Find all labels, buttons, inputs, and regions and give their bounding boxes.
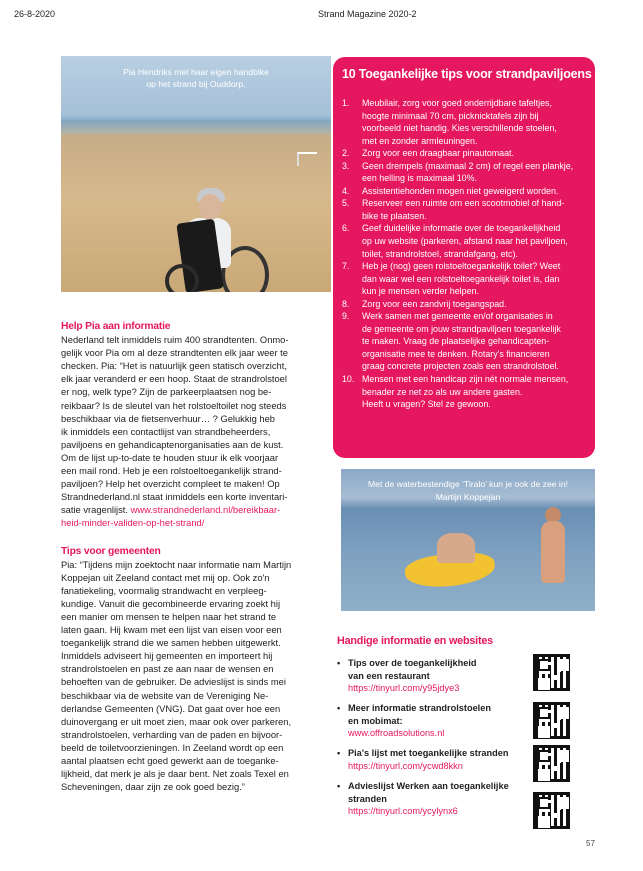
tip-line [342, 260, 590, 273]
tip-text: met en zonder armleuningen. [362, 135, 478, 146]
info-item-title [337, 670, 527, 683]
tip-number: 8. [342, 298, 350, 309]
info-item-url[interactable]: www.offroadsolutions.nl [348, 728, 445, 738]
info-item-title1: Advieslijst Werken aan toegankelijke [348, 781, 509, 791]
tip-text: Mensen met een handicap zijn nét normale mensen, [362, 374, 569, 385]
info-heading: Handige informatie en websites [337, 635, 493, 647]
text-line: Koppejan uit Zeeland contact met mij op. Ook zo'n [61, 572, 270, 583]
tip-text: Assistentiehonden mogen niet geweigerd worden. [362, 185, 559, 196]
info-item-title [337, 793, 527, 806]
tip-text: Geen drempels (maximaal 2 cm) of regel een plankje, [362, 160, 574, 171]
info-item-title [337, 747, 527, 760]
info-item-title1: Tips over de toegankelijkheid [348, 658, 477, 668]
text-line: beschikbaar via de website van de Vereniging Ne- [61, 690, 269, 701]
text-line: duinovergang er uit moet zien, maar ook over parkeren, [61, 716, 292, 727]
tip-text: kun je mensen verder helpen. [362, 286, 479, 297]
text-line: paviljoen? Help het overzicht compleet te maken! Op [61, 479, 280, 490]
tip-line [342, 310, 590, 323]
qr-pattern [536, 795, 567, 826]
photo-rider [437, 533, 475, 563]
tip-text: Heb je (nog) geen rolstoeltoegankelijk toilet? Weet [362, 261, 561, 272]
tip-line [342, 273, 590, 286]
tip-line [342, 160, 590, 173]
section1-last-plain: satie vragenlijst. [61, 505, 131, 516]
tip-number [342, 235, 362, 248]
tip-number: 1. [342, 98, 350, 108]
tip-text: op uw website (parkeren, afstand naar het paviljoen, [362, 236, 568, 247]
tip-line [342, 323, 590, 336]
bullet-icon: • [337, 703, 341, 713]
tip-line [342, 110, 590, 123]
qr-pattern [536, 657, 567, 688]
text-line: strandrolstoelen, verharding van de paden en bijvoor- [61, 729, 283, 740]
tip-line [342, 360, 590, 373]
tip-number [342, 248, 362, 261]
photo-beach-chairs [297, 152, 317, 166]
tip-line [342, 210, 590, 223]
text-line: Scheveningen, daar zijn ze ook goed bezig.” [61, 782, 245, 793]
info-item-title [337, 715, 527, 728]
text-line: Om de lijst up-to-date te houden stuur ik elk voorjaar [61, 452, 279, 463]
tip-number [342, 172, 362, 185]
section1-lines [61, 335, 288, 502]
tip-line [342, 373, 590, 386]
text-line: toegankelijk strand die we samen hebben uitgewerkt. [61, 638, 281, 649]
text-line: aantal plaatsen echt goed gewerkt aan de toeganke- [61, 756, 279, 766]
tip-number [342, 323, 362, 336]
text-line: Inmiddels adviseert hij gemeenten en importeert hij [61, 651, 273, 662]
text-line: fanatiekeling, voormalig strandwacht en verpleeg- [61, 585, 267, 596]
tip-text: Geef duidelijke informatie over de toegankelijkheid [362, 223, 561, 234]
tip-text: Werk samen met gemeente en/of organisaties in [362, 311, 553, 322]
info-item-title [337, 657, 527, 670]
photo2-caption [341, 478, 595, 504]
info-item-url[interactable]: https://tinyurl.com/ycwd8kkn [348, 760, 463, 771]
header-date: 26-8-2020 [14, 9, 56, 19]
text-line: er nog, welk type? Zijn de parkeerplaatsen nog be- [61, 387, 272, 398]
qr-code-icon[interactable] [533, 702, 570, 739]
tips-list [342, 97, 590, 411]
tip-line [342, 335, 590, 348]
tip-line [342, 97, 590, 110]
tip-number [342, 360, 362, 373]
tip-text: hoogte minimaal 70 cm, picknicktafels zijn bij [362, 110, 539, 121]
info-item-title2: en mobimat: [348, 715, 403, 726]
tip-line [342, 386, 590, 399]
tip-line [342, 285, 590, 298]
text-line: Pia: “Tijdens mijn zoektocht naar informatie nam Martijn [61, 559, 292, 570]
tips-box [333, 57, 595, 458]
qr-code-icon[interactable] [533, 745, 570, 782]
photo-pia-handbike [61, 56, 331, 292]
text-line: paviljoens en gehandicaptenorganisaties aan de kust. [61, 439, 284, 450]
tip-number [342, 135, 362, 148]
text-line: derlandse Gemeenten (VNG). Dat gaat over hoe een [61, 703, 281, 714]
text-line: een manier om mensen te helpen naar het strand te [61, 611, 277, 622]
link-part1: www.strandnederland.nl/bereikbaar- [130, 505, 281, 516]
tip-number [342, 273, 362, 286]
qr-pattern [536, 748, 567, 779]
tip-text: benader ze net zo als uw andere gasten. [362, 386, 523, 397]
tip-number: 7. [342, 261, 350, 272]
tip-number [342, 386, 362, 399]
tip-number: 6. [342, 223, 350, 234]
tip-line [342, 185, 590, 198]
page-number: 57 [586, 839, 595, 848]
info-item-url[interactable]: https://tinyurl.com/ycylynx6 [348, 806, 458, 816]
info-item-title2: van een restaurant [348, 670, 430, 681]
bullet-icon: • [337, 781, 341, 791]
tip-number [342, 398, 362, 411]
tip-number: 4. [342, 185, 350, 196]
tip-text: Heeft u vragen? Stel ze gewoon. [362, 399, 491, 410]
bullet-spacer [337, 670, 348, 683]
info-item-1 [337, 657, 527, 695]
tip-number [342, 122, 362, 135]
text-line: een mail rond. Heb je een rolstoeltoegankelijk strand- [61, 466, 282, 477]
tip-number [342, 285, 362, 298]
tip-number [342, 110, 362, 123]
text-line: ik inmiddels een contactlijst van strandbeheerders, [61, 426, 271, 437]
info-item-title1: Pia's lijst met toegankelijke stranden [348, 748, 509, 758]
tip-line [342, 248, 590, 261]
text-line: behoeften van de gebruiker. De advieslijst is sinds mei [61, 677, 286, 688]
info-item-4 [337, 780, 527, 818]
bullet-spacer [337, 715, 348, 728]
tip-text: toilet, strandrolstoel, strandafgang, etc). [362, 248, 518, 259]
tip-text: Zorg voor een draagbaar pinautomaat. [362, 148, 514, 159]
info-item-title [337, 780, 527, 793]
tip-number: 3. [342, 160, 350, 171]
section2-body [61, 559, 326, 795]
tip-number: 5. [342, 198, 350, 209]
tip-line [342, 172, 590, 185]
tip-line [342, 398, 590, 411]
tip-number: 10. [342, 374, 355, 385]
tip-text: Zorg voor een zandvrij toegangspad. [362, 298, 507, 309]
tip-number [342, 335, 362, 348]
info-item-2 [337, 702, 527, 740]
tip-line [342, 147, 590, 160]
text-line: beschikbaar via de fietsenverhuur… ? Gelukkig heb [61, 413, 275, 424]
photo1-caption-line2: op het strand bij Ouddorp. [146, 79, 246, 89]
tip-text: Reserveer een ruimte om een scootmobiel of hand- [362, 198, 565, 209]
text-line: Nederland telt inmiddels ruim 400 strandtenten. Onmo- [61, 335, 289, 346]
photo-man [541, 521, 565, 583]
tip-text: graag concrete projecten zoals een strandrolstoel. [362, 361, 559, 372]
tip-number [342, 348, 362, 361]
text-line: kundige. Vanuit die gecombineerde ervaring zoekt hij [61, 598, 281, 609]
text-line: reikbaar? Is de sleutel van het rolstoeltoilet nog steeds [61, 400, 287, 411]
qr-code-icon[interactable] [533, 654, 570, 691]
info-item-title [337, 702, 527, 715]
tip-text: voorbeeld niet handig. Kies verschillende stoelen, [362, 123, 557, 134]
tip-text: te maken. Vraag de plaatselijke gehandicapten- [362, 336, 550, 347]
tip-text: de gemeente om jouw strandpaviljoen toegankelijk [362, 323, 561, 334]
text-line: checken. Pia: “Het is natuurlijk geen statisch overzicht, [61, 361, 287, 372]
tip-line [342, 135, 590, 148]
tip-text: een helling is maximaal 10%. [362, 173, 477, 184]
text-line: lijkheid, dat merk je als je daar bent. Net zoals Texel en [61, 769, 289, 780]
tip-number: 2. [342, 148, 350, 159]
tip-line [342, 222, 590, 235]
photo2-caption-line2: Martijn Koppejan [435, 492, 501, 502]
qr-code-icon[interactable] [533, 792, 570, 829]
photo1-caption-line1: Pia Hendriks met haar eigen handbike [123, 67, 269, 77]
text-line: strandrolstoelen en past ze aan naar de wensen en [61, 664, 274, 675]
info-item-3 [337, 747, 527, 772]
text-line: laten gaan. Hij kwam met een lijst van eisen voor een [61, 625, 282, 636]
photo-front-wheel [165, 264, 199, 292]
tip-number: 9. [342, 311, 350, 322]
qr-pattern [536, 705, 567, 736]
photo-tiralo [341, 469, 595, 611]
text-line: gelijk voor Pia om al deze strandtenten elk jaar weer te [61, 348, 288, 359]
tip-line [342, 197, 590, 210]
section2-heading: Tips voor gemeenten [61, 545, 161, 557]
info-item-title1: Meer informatie strandrolstoelen [348, 703, 491, 713]
tip-line [342, 235, 590, 248]
bullet-icon: • [337, 748, 341, 758]
tip-line [342, 298, 590, 311]
text-line: Strandnederland.nl staat inmiddels een korte inventari- [61, 492, 288, 503]
tip-number [342, 210, 362, 223]
tip-text: Meubilair, zorg voor goed onderrijdbare tafeltjes, [362, 98, 552, 108]
left-column [61, 320, 326, 808]
tip-text: dan waar wel een rolstoeltoegankelijk toilet is, dan [362, 273, 560, 284]
tip-line [342, 122, 590, 135]
bullet-icon: • [337, 658, 341, 668]
text-line: beeld de toiletvoorzieningen. In Zeeland wordt op een [61, 742, 284, 753]
tip-text: organisatie mee te denken. Rotary's financieren [362, 348, 550, 359]
tip-line [342, 348, 590, 361]
photo1-caption [61, 66, 331, 90]
section1-heading: Help Pia aan informatie [61, 321, 171, 332]
section1-body [61, 334, 326, 530]
photo-person-face [199, 194, 221, 220]
text-line: elk jaar veranderd er een hoop. Staat de strandrolstoel [61, 374, 287, 385]
link-part2: heid-minder-validen-op-het-strand/ [61, 518, 205, 529]
info-item-title2: stranden [348, 793, 387, 804]
photo-sea [61, 120, 331, 134]
tips-box-title: 10 Toegankelijke tips voor strandpaviljoens [342, 67, 592, 81]
header-title: Strand Magazine 2020-2 [318, 9, 417, 19]
tip-text: bike te plaatsen. [362, 210, 427, 221]
photo2-caption-line1: Met de waterbestendige ‘Tiralo’ kun je ook de zee in! [368, 479, 568, 489]
bullet-spacer [337, 793, 348, 806]
info-item-url[interactable]: https://tinyurl.com/y95jdye3 [348, 683, 460, 693]
